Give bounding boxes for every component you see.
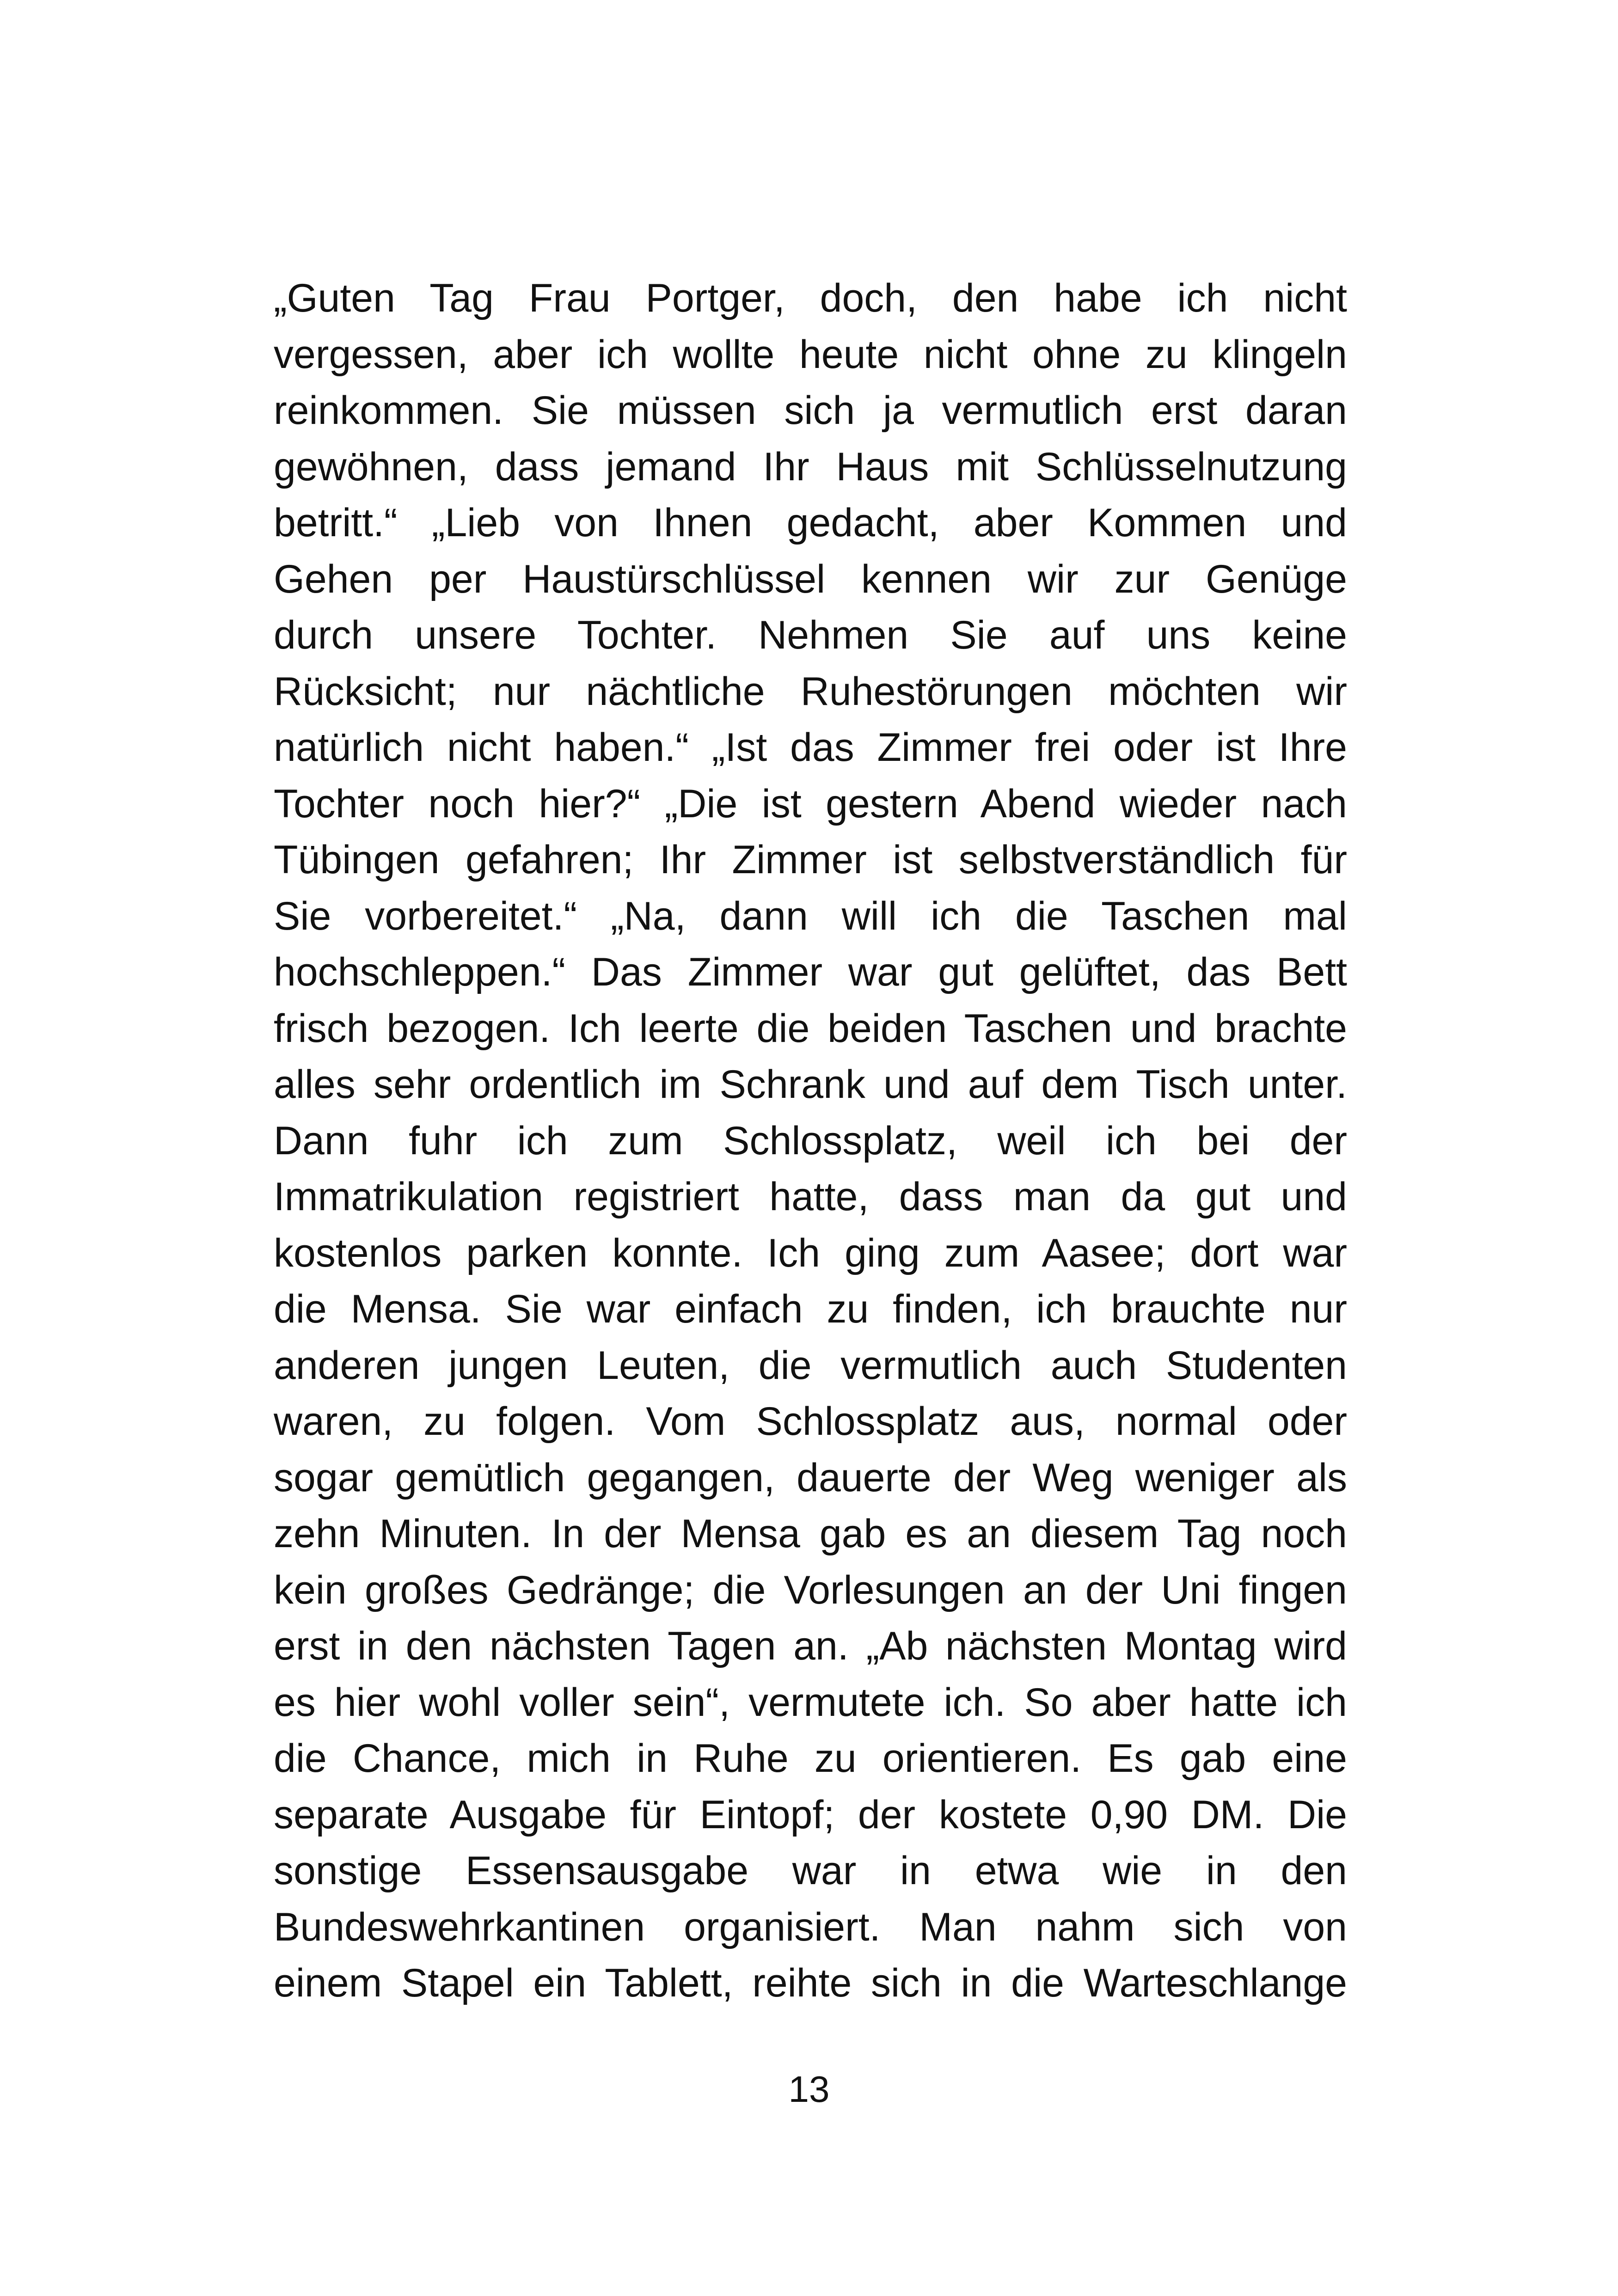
text-line: Rücksicht; nur nächtliche Ruhestörungen möchten wir [274,669,1347,714]
text-line: „Guten Tag Frau Portger, doch, den habe ich nicht [274,276,1347,320]
text-line: Tübingen gefahren; Ihr Zimmer ist selbstverständlich für [274,838,1347,882]
text-line: hochschleppen.“ Das Zimmer war gut gelüftet, das Bett [274,950,1347,994]
text-line: Dann fuhr ich zum Schlossplatz, weil ich bei der [274,1118,1347,1163]
text-line: alles sehr ordentlich im Schrank und auf dem Tisch unter. [274,1062,1347,1107]
text-line: reinkommen. Sie müssen sich ja vermutlich erst daran [274,388,1347,433]
text-line: sonstige Essensausgabe war in etwa wie in den [274,1849,1347,1893]
text-line: erst in den nächsten Tagen an. „Ab nächsten Montag wird [274,1624,1347,1668]
page-number: 13 [788,2069,830,2110]
text-line: anderen jungen Leuten, die vermutlich auch Studenten [274,1343,1347,1388]
text-line: kostenlos parken konnte. Ich ging zum Aasee; dort war [274,1231,1347,1275]
text-line: die Chance, mich in Ruhe zu orientieren. Es gab eine [274,1736,1347,1781]
text-line: Gehen per Haustürschlüssel kennen wir zur Genüge [274,557,1347,601]
text-line: Tochter noch hier?“ „Die ist gestern Abend wieder nach [274,781,1347,826]
text-line: separate Ausgabe für Eintopf; der kostete 0,90 DM. Die [274,1792,1347,1837]
text-line: zehn Minuten. In der Mensa gab es an diesem Tag noch [274,1512,1347,1556]
text-line: gewöhnen, dass jemand Ihr Haus mit Schlüsselnutzung [274,444,1347,489]
text-line: betritt.“ „Lieb von Ihnen gedacht, aber Kommen und [274,501,1347,545]
text-line: die Mensa. Sie war einfach zu finden, ich brauchte nur [274,1287,1347,1331]
text-line: einem Stapel ein Tablett, reihte sich in die Warteschlange [274,1961,1347,2005]
text-line: Bundeswehrkantinen organisiert. Man nahm sich von [274,1904,1347,1949]
text-line: sogar gemütlich gegangen, dauerte der Weg weniger als [274,1455,1347,1500]
text-line: es hier wohl voller sein“, vermutete ich. So aber hatte ich [274,1680,1347,1725]
text-line: kein großes Gedränge; die Vorlesungen an der Uni fingen [274,1567,1347,1612]
text-line: Sie vorbereitet.“ „Na, dann will ich die Taschen mal [274,894,1347,938]
text-line: natürlich nicht haben.“ „Ist das Zimmer frei oder ist Ihre [274,725,1347,770]
text-line: frisch bezogen. Ich leerte die beiden Taschen und brachte [274,1006,1347,1051]
text-line: waren, zu folgen. Vom Schlossplatz aus, normal oder [274,1399,1347,1444]
text-line: Immatrikulation registriert hatte, dass man da gut und [274,1175,1347,1219]
text-line: durch unsere Tochter. Nehmen Sie auf uns keine [274,613,1347,657]
body-text [274,270,1347,2012]
text-line: vergessen, aber ich wollte heute nicht ohne zu klingeln [274,332,1347,377]
